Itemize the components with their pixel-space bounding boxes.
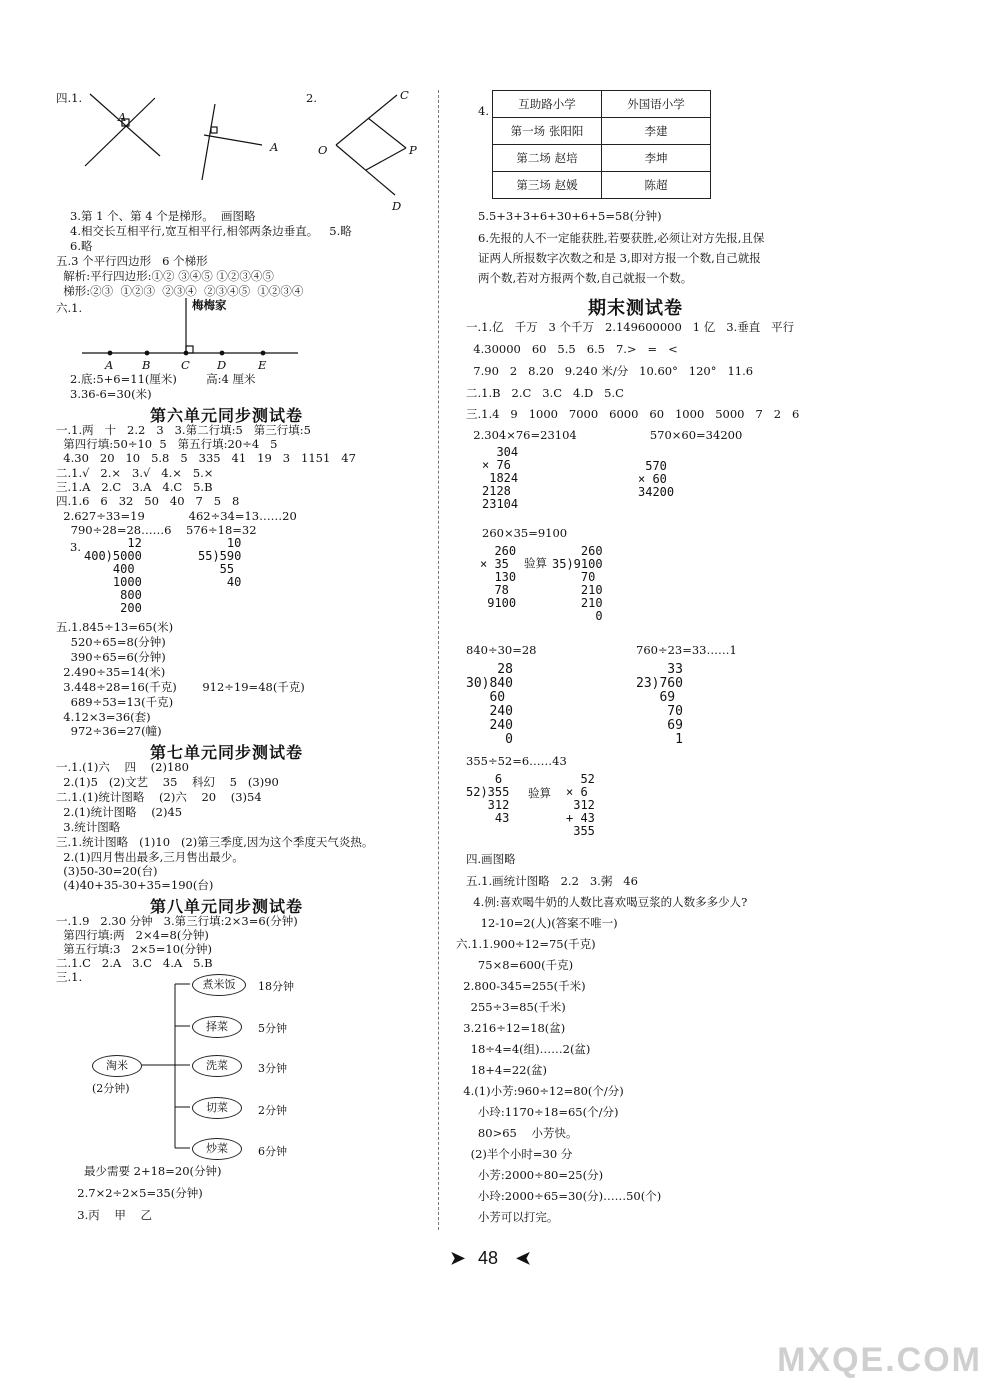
vertical-multiplication: 260 × 35 130 78 9100	[480, 544, 517, 610]
answer-line: 小玲:1170÷18=65(个/分)	[456, 1105, 619, 1119]
flow-step-node: 择菜	[192, 1016, 242, 1038]
line-point: C	[181, 358, 190, 372]
answer-line: 一.1.(1)六 四 (2)180	[56, 760, 189, 774]
table-row	[493, 172, 711, 199]
answer-line: 355÷52=6……43	[466, 754, 567, 768]
geo-label-2: 2.	[306, 91, 317, 105]
answer-line: 二.1.(1)统计图略 (2)六 20 (3)54	[56, 790, 262, 804]
answer-line: 2.(1)5 (2)文艺 35 科幻 5 (3)90	[56, 775, 279, 789]
answer-line: 2.(1)统计图略 (2)45	[56, 805, 183, 819]
page-number: 48	[478, 1248, 499, 1268]
vertical-multiplication: 570 × 60 34200	[638, 459, 675, 499]
answer-line: 12-10=2(人)(答案不唯一)	[466, 916, 618, 930]
answer-line: 第四行填:50÷10 5 第五行填:20÷4 5	[56, 437, 278, 451]
answer-line: 梯形:②③ ①②③ ②③④ ②③④⑤ ①②③④	[56, 284, 304, 298]
answer-line: 390÷65=6(分钟)	[56, 650, 166, 664]
flow-step-time: 18分钟	[258, 980, 294, 993]
long-division: 260 35)9100 70 210 210 0	[552, 544, 603, 623]
answer-line: 六.1.1.900÷12=75(千克)	[456, 937, 596, 951]
liu-label: 六.1.	[56, 301, 83, 315]
table-row	[493, 91, 711, 118]
answer-line: 5.5+3+3+6+30+6+5=58(分钟)	[478, 209, 662, 223]
team-table	[492, 90, 711, 199]
unit7-title: 第七单元同步测试卷	[150, 743, 304, 762]
answer-line: 4.相交长互相平行,宽互相平行,相邻两条边垂直。 5.略	[70, 224, 352, 238]
answer-line: 证两人所报数字次数之和是 3,即对方报一个数,自己就报	[478, 251, 761, 265]
answer-line: 80>65 小芳快。	[456, 1126, 578, 1140]
line-point: A	[105, 358, 114, 372]
answer-line: 18+4=22(盆)	[456, 1063, 547, 1077]
answer-line: 三.1.	[56, 970, 83, 984]
answer-line: 2.627÷33=19 462÷34=13……20	[56, 509, 297, 523]
answer-line: 五.1.845÷13=65(米)	[56, 620, 174, 634]
watermark: MXQE.COM	[777, 1341, 982, 1379]
answer-label: 3.	[70, 540, 81, 554]
geo-point-a2: A	[270, 140, 279, 154]
long-division: 33 23)760 69 70 69 1	[636, 662, 683, 747]
answer-line: 972÷36=27(幢)	[56, 724, 162, 738]
answer-line: 三.1.统计图略 (1)10 (2)第三季度,因为这个季度天气炎热。	[56, 835, 374, 849]
table-cell: 李建	[602, 118, 711, 145]
flow-step-node: 洗菜	[192, 1055, 242, 1077]
answer-line: 4.12×3=36(套)	[56, 710, 151, 724]
answer-line: 一.1.9 2.30 分钟 3.第三行填:2×3=6(分钟)	[56, 914, 298, 928]
answer-line: 第四行填:两 2×4=8(分钟)	[56, 928, 209, 942]
answer-line: 二.1.B 2.C 3.C 4.D 5.C	[466, 386, 624, 400]
answer-line: 五.1.画统计图略 2.2 3.粥 46	[466, 874, 638, 888]
answer-line: (4)40+35-30+35=190(台)	[56, 878, 214, 892]
flow-start-node: 淘米	[92, 1055, 142, 1077]
long-division: 12 400)5000 400 1000 800 200	[84, 536, 142, 615]
answer-line: 四.画图略	[466, 852, 516, 866]
answer-line: 二.1.√ 2.× 3.√ 4.× 5.×	[56, 466, 214, 480]
long-division: 10 55)590 55 40	[198, 536, 242, 589]
answer-line: 两个数,若对方报两个数,自己就报一个数。	[478, 271, 693, 285]
answer-line: 790÷28=28……6 576÷18=32	[56, 523, 257, 537]
flow-step-node: 切菜	[192, 1097, 242, 1119]
flow-step-time: 6分钟	[258, 1145, 287, 1158]
answer-line: 689÷53=13(千克)	[56, 695, 174, 709]
answer-line: 小芳:2000÷80=25(分)	[456, 1168, 604, 1182]
vertical-multiplication: 304 × 76 1824 2128 23104	[482, 445, 519, 511]
answer-line: 2.800-345=255(千米)	[456, 979, 586, 993]
table-cell: 外国语小学	[602, 91, 711, 118]
geo-point-c: C	[400, 88, 409, 102]
answer-line: 840÷30=28	[466, 643, 537, 657]
long-division: 6 52)355 312 43	[466, 772, 510, 825]
vertical-multiplication: 52 × 6 312 + 43 355	[566, 772, 595, 838]
answer-line: 3.第 1 个、第 4 个是梯形。 画图略	[70, 209, 256, 223]
answer-line: 3.448÷28=16(千克) 912÷19=48(千克)	[56, 680, 305, 694]
answer-line: 二.1.C 2.A 3.C 4.A 5.B	[56, 956, 213, 970]
answer-line: 3.统计图略	[56, 820, 121, 834]
table-cell: 互助路小学	[493, 91, 602, 118]
answer-line: 一.1.亿 千万 3 个千万 2.149600000 1 亿 3.垂直 平行	[466, 320, 795, 334]
answer-line: 255÷3=85(千米)	[456, 1000, 566, 1014]
answer-line: 三.1.A 2.C 3.A 4.C 5.B	[56, 480, 213, 494]
answer-line: 最少需要 2+18=20(分钟)	[84, 1164, 222, 1178]
answer-line: 五.3 个平行四边形 6 个梯形	[56, 254, 208, 268]
answer-line: 第五行填:3 2×5=10(分钟)	[56, 942, 212, 956]
table-row	[493, 118, 711, 145]
final-title: 期末测试卷	[588, 298, 683, 319]
right-chevron-icon: ➤	[516, 1248, 532, 1269]
answer-line: 2.304×76=23104 570×60=34200	[466, 428, 743, 442]
table-cell: 第三场 赵媛	[493, 172, 602, 199]
answer-line: 解析:平行四边形:①② ③④⑤ ①②③④⑤	[56, 269, 274, 283]
line-point: E	[258, 358, 267, 372]
geo-point-p: P	[409, 143, 417, 157]
answer-line: 四.1.6 6 32 50 40 7 5 8	[56, 494, 240, 508]
geo-point-d: D	[392, 199, 402, 213]
geo-point-o: O	[318, 143, 328, 157]
answer-line: 18÷4=4(组)……2(盆)	[456, 1042, 591, 1056]
table-cell: 第一场 张阳阳	[493, 118, 602, 145]
table-cell: 陈超	[602, 172, 711, 199]
unit8-title: 第八单元同步测试卷	[150, 897, 304, 916]
answer-line: 4.(1)小芳:960÷12=80(个/分)	[456, 1084, 624, 1098]
answer-line: 6.略	[70, 239, 93, 253]
line-point: B	[142, 358, 151, 372]
check-label: 验算	[528, 786, 551, 800]
answer-line: 2.(1)四月售出最多,三月售出最少。	[56, 850, 244, 864]
answer-line: 7.90 2 8.20 9.240 米/分 10.60° 120° 11.6	[466, 364, 754, 378]
flow-step-node: 炒菜	[192, 1138, 242, 1160]
flow-step-time: 5分钟	[258, 1022, 287, 1035]
geometry-figures	[0, 0, 430, 215]
geo-point-a: A	[118, 110, 127, 124]
answer-line: 小芳可以打完。	[456, 1210, 559, 1224]
house-label: 梅梅家	[192, 298, 227, 312]
answer-line: 2.7×2÷2×5=35(分钟)	[70, 1186, 203, 1200]
answer-line: 75×8=600(千克)	[456, 958, 574, 972]
answer-label: 4.	[478, 104, 489, 118]
flow-start-time: (2分钟)	[92, 1082, 130, 1095]
answer-line: 小玲:2000÷65=30(分)……50(个)	[456, 1189, 662, 1203]
line-point: D	[217, 358, 227, 372]
unit6-title: 第六单元同步测试卷	[150, 406, 304, 425]
answer-line: 4.30 20 10 5.8 5 335 41 19 3 1151 47	[56, 451, 356, 465]
table-row	[493, 145, 711, 172]
column-divider	[438, 90, 439, 1230]
answer-line: 520÷65=8(分钟)	[56, 635, 166, 649]
answer-line: (2)半个小时=30 分	[456, 1147, 573, 1161]
answer-line: (3)50-30=20(台)	[56, 864, 158, 878]
answer-line: 3.36-6=30(米)	[70, 387, 152, 401]
table-cell: 李坤	[602, 145, 711, 172]
answer-line: 3.216÷12=18(盆)	[456, 1021, 566, 1035]
answer-line: 一.1.两 十 2.2 3 3.第二行填:5 第三行填:5	[56, 423, 311, 437]
answer-line: 6.先报的人不一定能获胜,若要获胜,必须让对方先报,且保	[478, 231, 765, 245]
geo-label-4-1: 四.1.	[56, 91, 83, 105]
left-chevron-icon: ➤	[450, 1248, 466, 1269]
check-label: 验算	[524, 556, 547, 570]
answer-line: 三.1.4 9 1000 7000 6000 60 1000 5000 7 2 6	[466, 407, 800, 421]
answer-line: 760÷23=33……1	[636, 643, 737, 657]
answer-line: 4.例:喜欢喝牛奶的人数比喜欢喝豆浆的人数多多少人?	[466, 895, 748, 909]
flow-step-time: 3分钟	[258, 1062, 287, 1075]
table-cell: 第二场 赵培	[493, 145, 602, 172]
long-division: 28 30)840 60 240 240 0	[466, 662, 513, 747]
answer-line: 4.30000 60 5.5 6.5 7.> = <	[466, 342, 678, 356]
answer-line: 2.底:5+6=11(厘米) 高:4 厘米	[70, 372, 256, 386]
answer-line: 2.490÷35=14(米)	[56, 665, 166, 679]
answer-line: 260×35=9100	[482, 526, 568, 540]
flow-step-node: 煮米饭	[192, 974, 246, 996]
answer-line: 3.丙 甲 乙	[70, 1208, 153, 1222]
flow-step-time: 2分钟	[258, 1104, 287, 1117]
